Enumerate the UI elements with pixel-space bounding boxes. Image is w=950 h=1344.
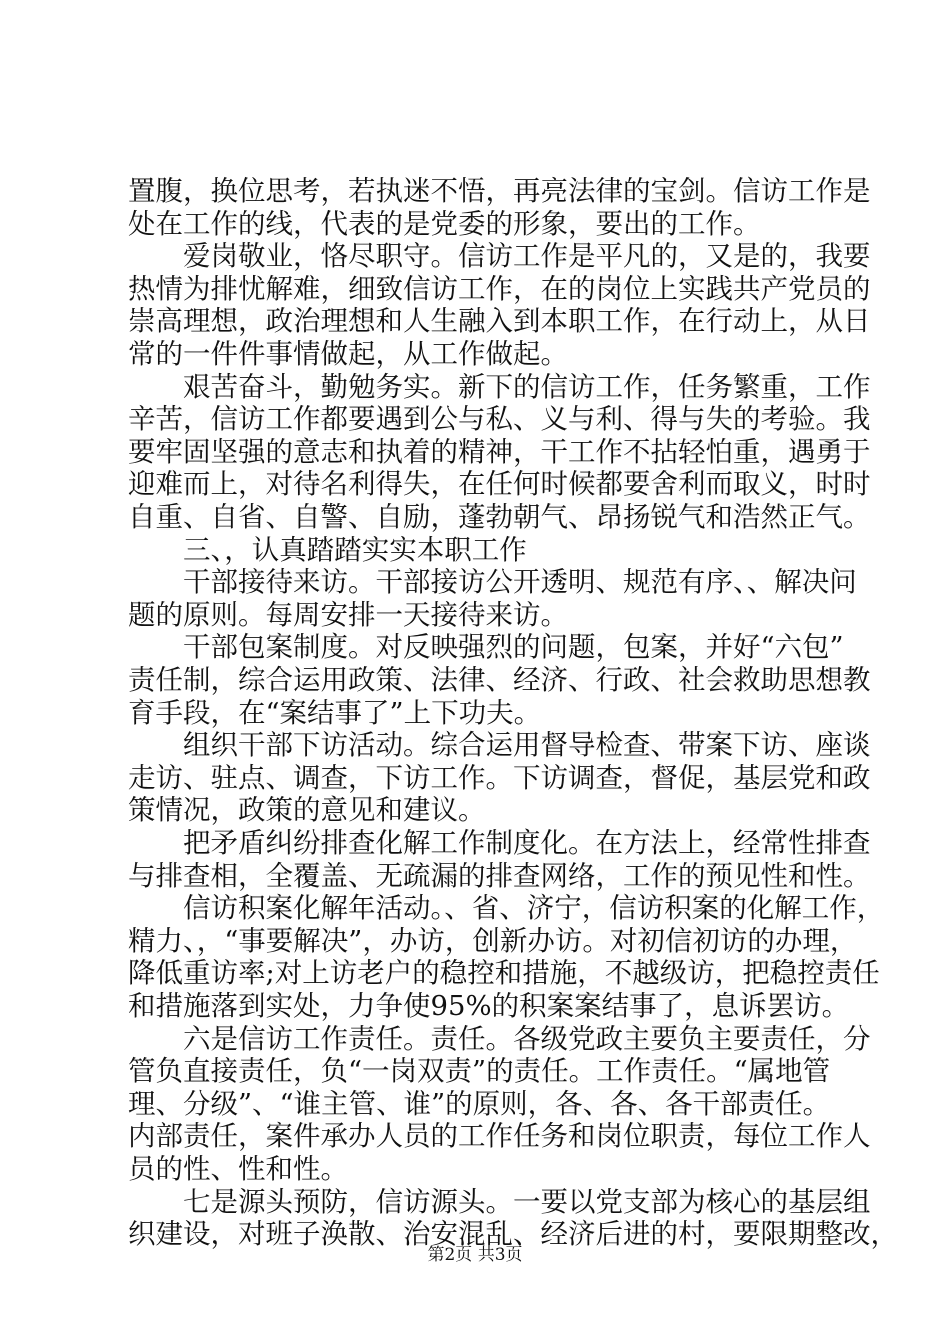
body-text-line: 织建设，对班子涣散、治安混乱、经济后进的村，要限期整改， — [128, 1218, 898, 1251]
body-text-line: 走访、驻点、调查，下访工作。下访调查，督促，基层党和政 — [128, 761, 871, 794]
body-text-line: 育手段，在“案结事了”上下功夫。 — [128, 696, 542, 729]
body-text-line: 策情况，政策的意见和建议。 — [128, 794, 486, 827]
body-text-line: 要牢固坚强的意志和执着的精神，干工作不拈轻怕重，遇勇于 — [128, 435, 871, 468]
body-text-line: 自重、自省、自警、自励，蓬勃朝气、昂扬锐气和浩然正气。 — [128, 501, 871, 533]
body-text-line: 责任制，综合运用政策、法律、经济、行政、社会救助思想教 — [128, 664, 871, 696]
body-text-line: 理、分级”、“谁主管、谁”的原则，各、各、各干部责任。 — [128, 1087, 831, 1120]
body-text-line: 干部包案制度。对反映强烈的问题，包案，并好“六包” — [183, 631, 844, 664]
body-text-line: 管负直接责任，负“一岗双责”的责任。工作责任。“属地管 — [128, 1055, 831, 1088]
body-text-line: 热情为排忧解难，细致信访工作，在的岗位上实践共产党员的 — [128, 272, 871, 305]
body-text-line: 置腹，换位思考，若执迷不悟，再亮法律的宝剑。信访工作是 — [128, 175, 871, 207]
body-text-line: 把矛盾纠纷排查化解工作制度化。在方法上，经常性排查 — [183, 827, 871, 859]
body-text-line: 艰苦奋斗，勤勉务实。新下的信访工作，任务繁重，工作 — [183, 370, 871, 403]
body-text-line: 内部责任，案件承办人员的工作任务和岗位职责，每位工作人 — [128, 1120, 871, 1153]
body-text-line: 题的原则。每周安排一天接待来访。 — [128, 598, 568, 631]
body-text-line: 迎难而上，对待名利得失，在任何时候都要舍利而取义，时时 — [128, 468, 871, 501]
body-text-line: 和措施落到实处，力争使95%的积案案结事了，息诉罢访。 — [128, 990, 850, 1022]
body-text-line: 常的一件件事情做起，从工作做起。 — [128, 338, 568, 370]
page-number-footer: 第2页 共3页 — [427, 1245, 523, 1265]
body-text-line: 干部接待来访。干部接访公开透明、规范有序、、解决问 — [183, 566, 857, 599]
body-text-line: 七是源头预防，信访源头。一要以党支部为核心的基层组 — [183, 1185, 871, 1218]
body-text-line: 组织干部下访活动。综合运用督导检查、带案下访、座谈 — [183, 729, 871, 762]
body-text-line: 辛苦，信访工作都要遇到公与私、义与利、得与失的考验。我 — [128, 403, 871, 436]
body-text-line: 降低重访率;对上访老户的稳控和措施，不越级访，把稳控责任 — [128, 957, 880, 990]
body-text-line: 员的性、性和性。 — [128, 1153, 348, 1185]
body-text-line: 信访积案化解年活动。、省、济宁，信访积案的化解工作， — [183, 892, 885, 925]
body-text-line: 处在工作的线，代表的是党委的形象，要出的工作。 — [128, 207, 761, 240]
body-text-line: 精力、，“事要解决”，办访，创新办访。对初信初访的办理， — [128, 924, 858, 957]
body-text-line: 六是信访工作责任。责任。各级党政主要负主要责任，分 — [183, 1022, 871, 1055]
body-text-line: 与排查相，全覆盖、无疏漏的排查网络，工作的预见性和性。 — [128, 859, 871, 892]
section-heading: 三、，认真踏踏实实本职工作 — [183, 533, 527, 566]
body-text-line: 爱岗敬业，恪尽职守。信访工作是平凡的，又是的，我要 — [183, 240, 871, 273]
body-text-line: 崇高理想，政治理想和人生融入到本职工作，在行动上，从日 — [128, 305, 871, 338]
